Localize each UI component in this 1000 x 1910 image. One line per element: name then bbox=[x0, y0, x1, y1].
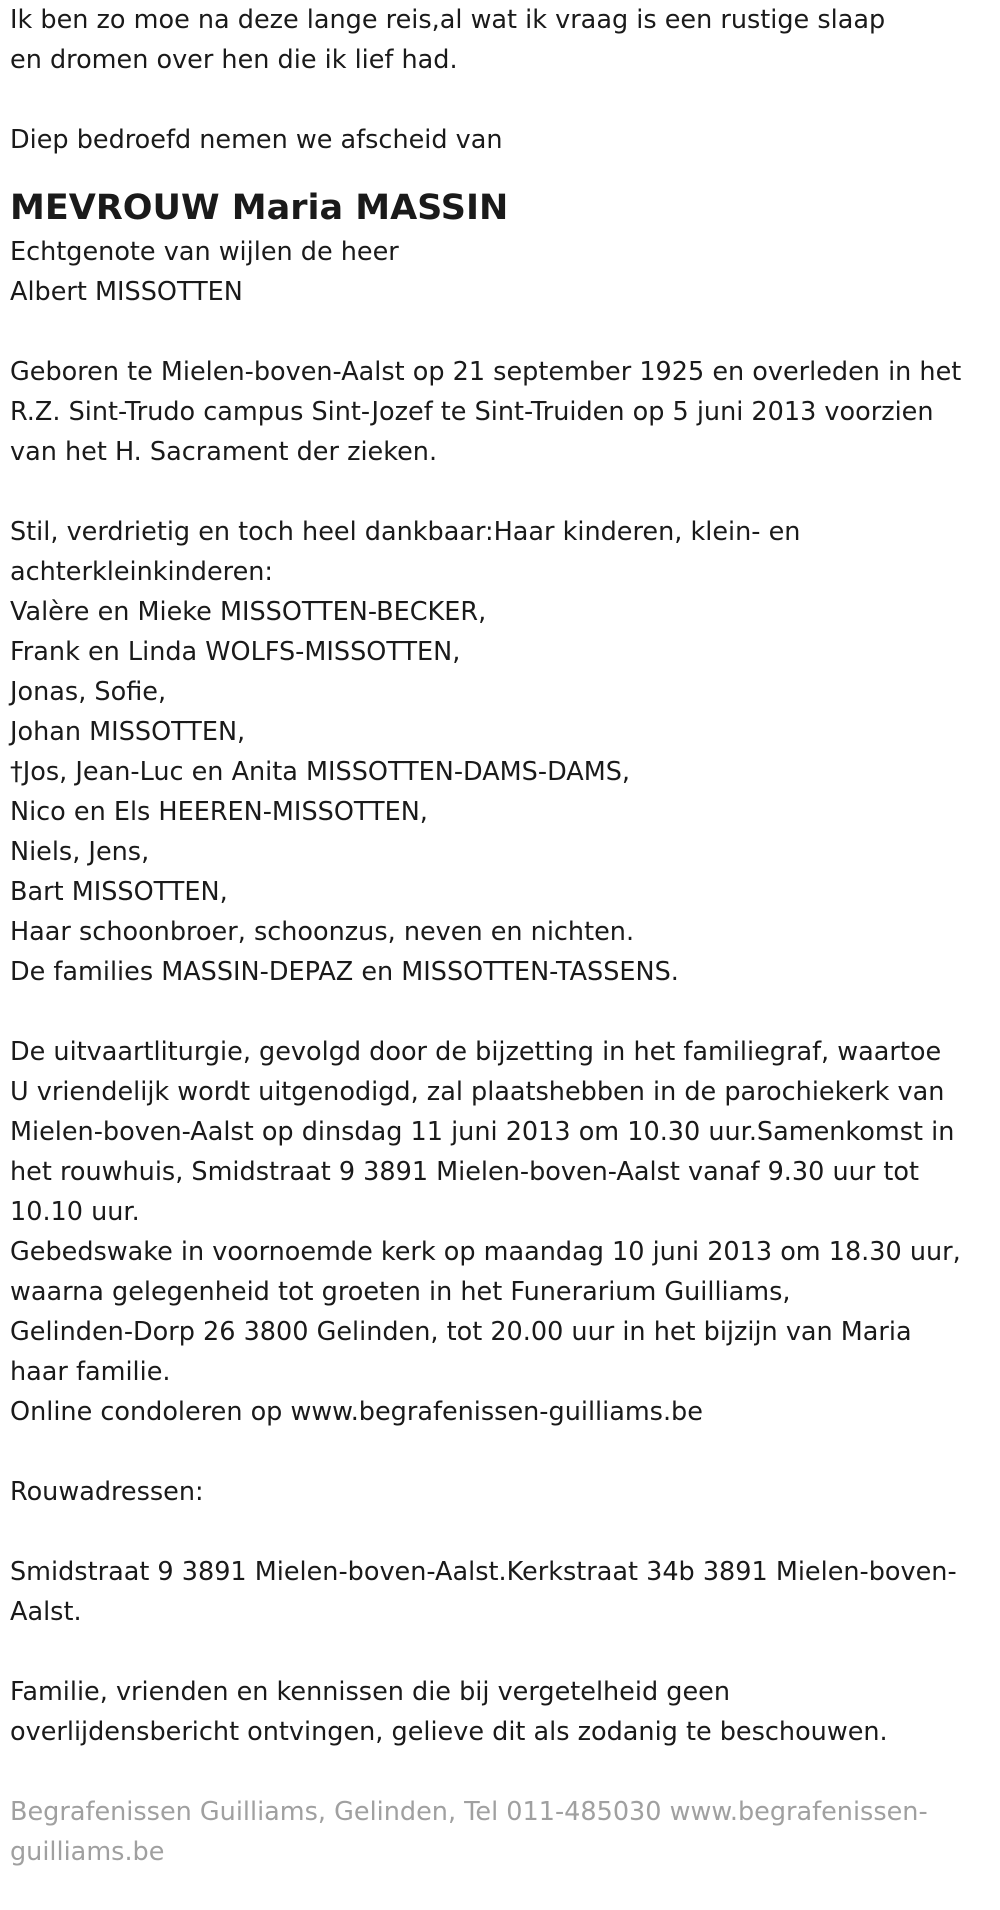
notice-line: overlijdensbericht ontvingen, gelieve dit als zodanig te beschouwen. bbox=[10, 1717, 888, 1747]
poem bbox=[10, 0, 995, 80]
funeral-line: Mielen-boven-Aalst op dinsdag 11 juni 2013 om 10.30 uur.Samenkomst in bbox=[10, 1117, 955, 1147]
birth-death-line: Geboren te Mielen-boven-Aalst op 21 september 1925 en overleden in het bbox=[10, 357, 962, 387]
funeral-line: Gelinden-Dorp 26 3800 Gelinden, tot 20.00 uur in het bijzijn van Maria bbox=[10, 1317, 912, 1347]
funeral-line: Gebedswake in voornoemde kerk op maandag 10 juni 2013 om 18.30 uur, bbox=[10, 1237, 961, 1267]
funeral-line: Online condoleren op www.begrafenissen-guilliams.be bbox=[10, 1397, 703, 1427]
family-line: Nico en Els HEEREN-MISSOTTEN, bbox=[10, 797, 428, 827]
family-line: †Jos, Jean-Luc en Anita MISSOTTEN-DAMS-DAMS, bbox=[10, 757, 630, 787]
birth-death-line: van het H. Sacrament der zieken. bbox=[10, 437, 438, 467]
footer-line: guilliams.be bbox=[10, 1837, 165, 1867]
addresses-label: Rouwadressen: bbox=[10, 1477, 204, 1507]
funeral-line: U vriendelijk wordt uitgenodigd, zal plaatshebben in de parochiekerk van bbox=[10, 1077, 945, 1107]
family-line: Niels, Jens, bbox=[10, 837, 150, 867]
family-line: Valère en Mieke MISSOTTEN-BECKER, bbox=[10, 597, 487, 627]
family-line: De families MASSIN-DEPAZ en MISSOTTEN-TASSENS. bbox=[10, 957, 679, 987]
poem-line: en dromen over hen die ik lief had. bbox=[10, 45, 458, 75]
deceased-name: MEVROUW Maria MASSIN bbox=[10, 188, 509, 228]
family-list bbox=[10, 512, 995, 992]
spouse-info bbox=[10, 232, 995, 312]
family-line: achterkleinkinderen: bbox=[10, 557, 274, 587]
poem-line: Ik ben zo moe na deze lange reis,al wat ik vraag is een rustige slaap bbox=[10, 5, 886, 35]
family-line: Stil, verdrietig en toch heel dankbaar:Haar kinderen, klein- en bbox=[10, 517, 801, 547]
family-line: Bart MISSOTTEN, bbox=[10, 877, 228, 907]
footer-line: Begrafenissen Guilliams, Gelinden, Tel 011-485030 www.begrafenissen- bbox=[10, 1797, 928, 1827]
address-line: Smidstraat 9 3891 Mielen-boven-Aalst.Kerkstraat 34b 3891 Mielen-boven- bbox=[10, 1557, 957, 1587]
family-line: Jonas, Sofie, bbox=[10, 677, 167, 707]
spouse-line: Echtgenote van wijlen de heer bbox=[10, 237, 399, 267]
footer bbox=[10, 1792, 995, 1872]
family-line: Haar schoonbroer, schoonzus, neven en nichten. bbox=[10, 917, 635, 947]
funeral-line: het rouwhuis, Smidstraat 9 3891 Mielen-boven-Aalst vanaf 9.30 uur tot bbox=[10, 1157, 919, 1187]
spouse-line: Albert MISSOTTEN bbox=[10, 277, 243, 307]
notice-line: Familie, vrienden en kennissen die bij vergetelheid geen bbox=[10, 1677, 730, 1707]
birth-death-info bbox=[10, 352, 995, 472]
funeral-line: waarna gelegenheid tot groeten in het Funerarium Guilliams, bbox=[10, 1277, 791, 1307]
funeral-line: 10.10 uur. bbox=[10, 1197, 140, 1227]
addresses bbox=[10, 1552, 995, 1632]
funeral-line: haar familie. bbox=[10, 1357, 171, 1387]
intro-text: Diep bedroefd nemen we afscheid van bbox=[10, 125, 503, 155]
family-line: Frank en Linda WOLFS-MISSOTTEN, bbox=[10, 637, 461, 667]
obituary-document bbox=[10, 0, 995, 1872]
notice bbox=[10, 1672, 995, 1752]
family-line: Johan MISSOTTEN, bbox=[10, 717, 246, 747]
birth-death-line: R.Z. Sint-Trudo campus Sint-Jozef te Sint-Truiden op 5 juni 2013 voorzien bbox=[10, 397, 934, 427]
address-line: Aalst. bbox=[10, 1597, 82, 1627]
funeral-line: De uitvaartliturgie, gevolgd door de bijzetting in het familiegraf, waartoe bbox=[10, 1037, 942, 1067]
funeral-info bbox=[10, 1032, 995, 1432]
